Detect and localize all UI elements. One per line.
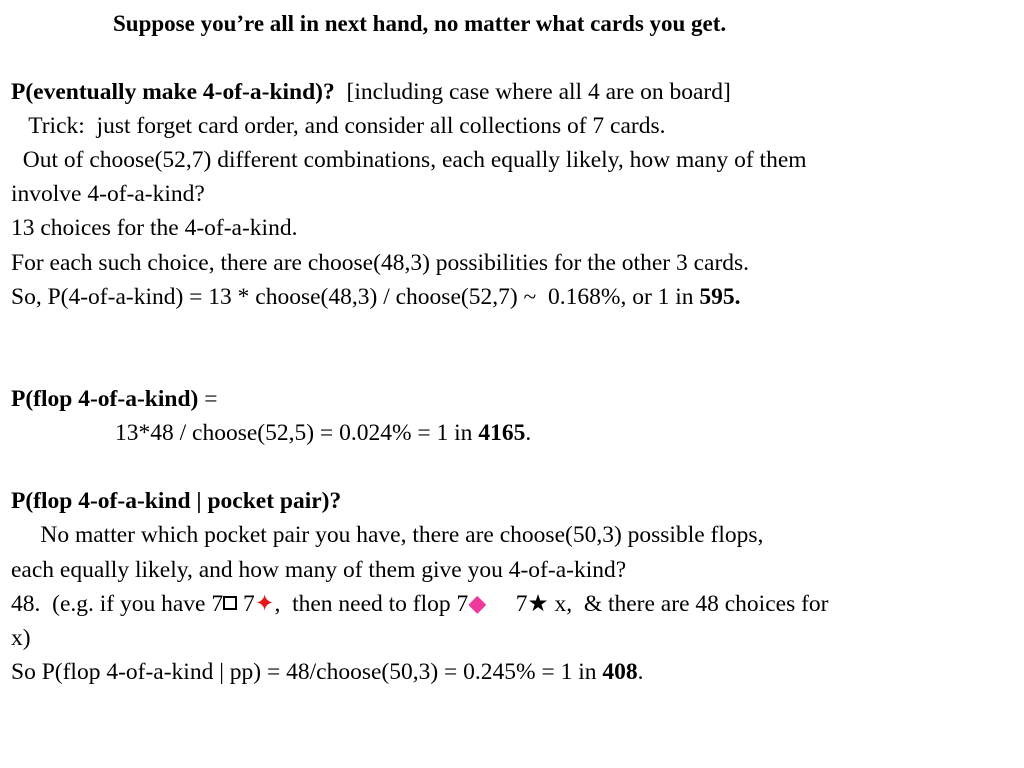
section2-line1-text: 13*48 / choose(52,5) = 0.024% = 1 in (115, 420, 479, 446)
section2-line1-period: . (525, 420, 532, 446)
section3-line1: No matter which pocket pair you have, there are choose(50,3) possible flops, (11, 522, 764, 548)
section2-line1 (115, 419, 531, 447)
section3-line5 (11, 658, 644, 686)
section2-heading (11, 385, 218, 413)
section1-line3: involve 4-of-a-kind? (11, 181, 205, 207)
section1-heading-bold: P(eventually make 4-of-a-kind)? (11, 79, 335, 105)
section1-line4: 13 choices for the 4-of-a-kind. (11, 215, 298, 241)
section3-line5-period: . (637, 659, 644, 685)
section3-heading-bold: P(flop 4-of-a-kind | pocket pair)? (11, 488, 342, 514)
four-point-star-icon: ✦ (254, 591, 275, 617)
section1-line2: Out of choose(52,7) different combinations, each equally likely, how many of them (11, 147, 807, 173)
section3-line3-c: , then need to flop 7 (274, 591, 469, 617)
section3-line4: x) (11, 625, 31, 651)
section3-line3-d: 7 (486, 591, 528, 617)
section3-line2: each equally likely, and how many of them give you 4-of-a-kind? (11, 557, 627, 583)
section1-line5: For each such choice, there are choose(48,3) possibilities for the other 3 cards. (11, 250, 750, 276)
section1-heading (11, 78, 731, 106)
section3-line5-text: So P(flop 4-of-a-kind | pp) = 48/choose(50,3) = 0.245% = 1 in (11, 659, 603, 685)
section2-heading-bold: P(flop 4-of-a-kind) (11, 386, 199, 412)
star-icon: ★ (527, 591, 549, 617)
section2-heading-rest: = (198, 386, 218, 412)
section2-line1-result: 4165 (478, 420, 526, 446)
slide-title: Suppose you’re all in next hand, no matter what cards you get. (113, 11, 727, 36)
section1-line1: Trick: just forget card order, and consider all collections of 7 cards. (11, 113, 666, 139)
suit-box-icon (223, 596, 237, 610)
section1-line6 (11, 283, 741, 311)
section3-heading (11, 487, 341, 515)
section1-line6-result: 595. (699, 284, 741, 310)
section3-line3-e: x, & there are 48 choices for (548, 591, 829, 617)
diamond-icon: ◆ (468, 591, 487, 617)
section3-line5-result: 408 (602, 659, 638, 685)
section3-line3-b: 7 (237, 591, 255, 617)
section1-line6-text: So, P(4-of-a-kind) = 13 * choose(48,3) / choose(52,7) ~ 0.168%, or 1 in (11, 284, 700, 310)
section3-line3-a: 48. (e.g. if you have 7 (11, 591, 224, 617)
section1-heading-rest: [including case where all 4 are on board] (334, 79, 731, 105)
section3-line3 (11, 590, 829, 618)
